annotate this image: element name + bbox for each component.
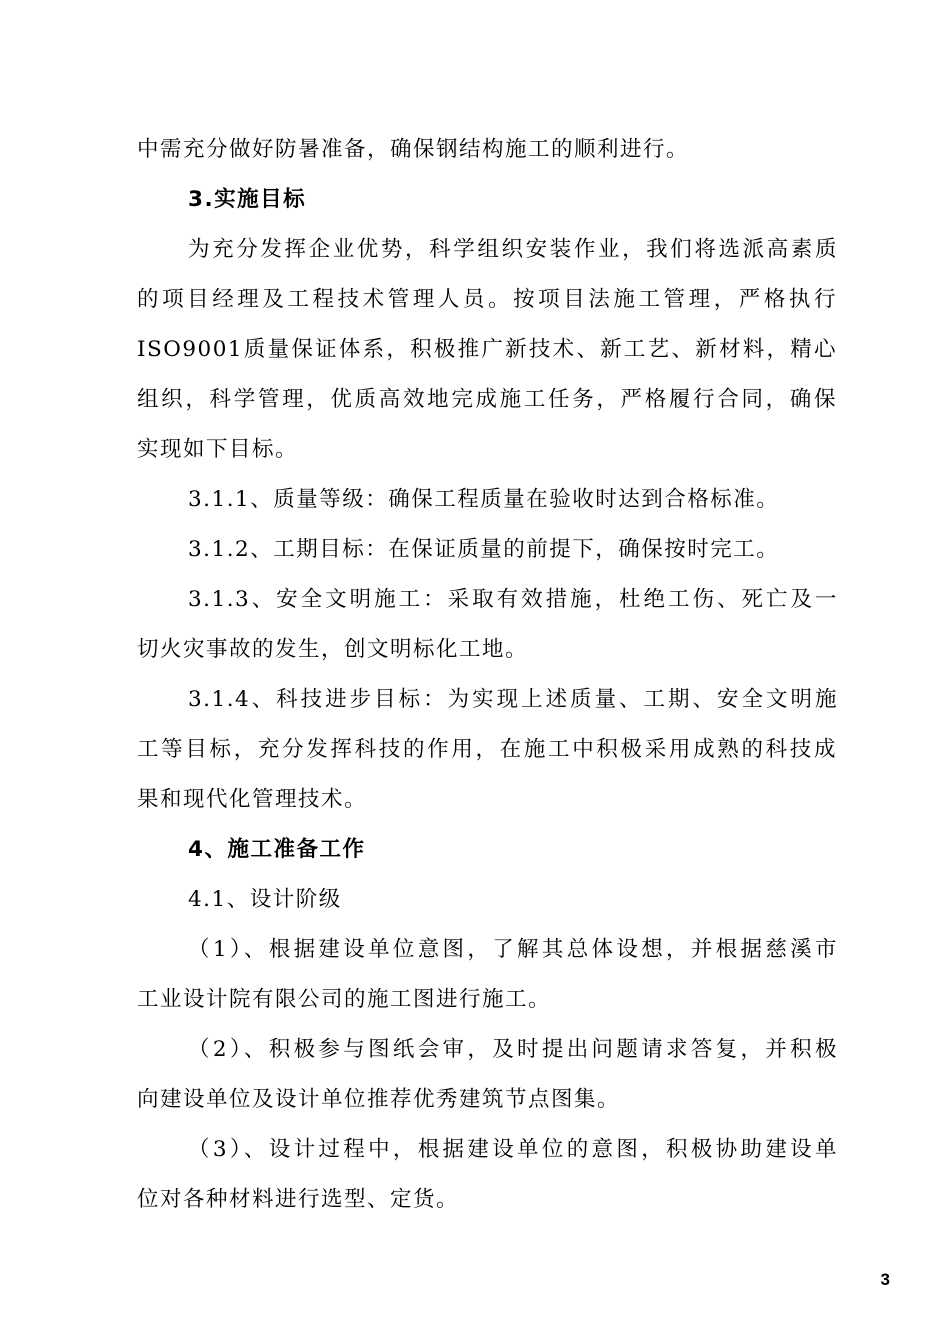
subsection-heading: 4.1、设计阶级 (188, 887, 342, 912)
text-line: （3）、设计过程中，根据建设单位的意图，积极协助建设单 (188, 1137, 838, 1162)
text-line: 工等目标，充分发挥科技的作用，在施工中积极采用成熟的科技成 (137, 737, 837, 762)
text-line: ISO9001质量保证体系，积极推广新技术、新工艺、新材料，精心 (137, 337, 837, 362)
text-line: 中需充分做好防暑准备，确保钢结构施工的顺利进行。 (137, 137, 690, 162)
text-line: 3.1.3、安全文明施工：采取有效措施，杜绝工伤、死亡及一 (188, 587, 838, 612)
section-heading-4: 4、施工准备工作 (188, 837, 366, 862)
text-line: 切火灾事故的发生，创文明标化工地。 (137, 637, 529, 662)
text-line: 3.1.4、科技进步目标：为实现上述质量、工期、安全文明施 (188, 687, 838, 712)
text-line: 果和现代化管理技术。 (137, 787, 368, 812)
section-heading-3: 3.实施目标 (188, 187, 307, 212)
text-line: 工业设计院有限公司的施工图进行施工。 (137, 987, 552, 1012)
text-line: （1）、根据建设单位意图，了解其总体设想，并根据慈溪市 (188, 937, 838, 962)
page-number: 3 (880, 1270, 890, 1289)
text-line: 实现如下目标。 (137, 437, 299, 462)
text-line: 向建设单位及设计单位推荐优秀建筑节点图集。 (137, 1087, 621, 1112)
text-line: 3.1.2、工期目标：在保证质量的前提下，确保按时完工。 (188, 537, 780, 562)
text-line: （2）、积极参与图纸会审，及时提出问题请求答复，并积极 (188, 1037, 838, 1062)
text-line: 组织，科学管理，优质高效地完成施工任务，严格履行合同，确保 (137, 387, 837, 412)
text-line: 位对各种材料进行选型、定货。 (137, 1187, 460, 1212)
text-line: 为充分发挥企业优势，科学组织安装作业，我们将选派高素质 (188, 237, 838, 262)
text-line: 3.1.1、质量等级：确保工程质量在验收时达到合格标准。 (188, 487, 780, 512)
text-line: 的项目经理及工程技术管理人员。按项目法施工管理，严格执行 (137, 287, 837, 312)
